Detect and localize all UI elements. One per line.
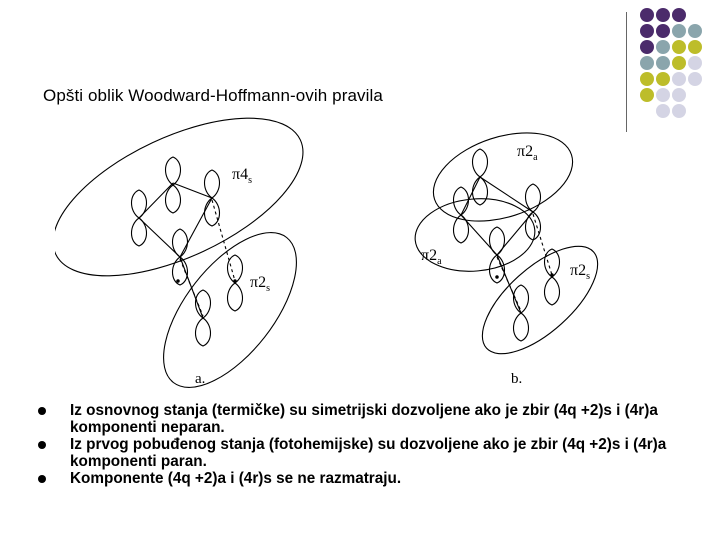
decorative-dot	[688, 40, 702, 54]
bullet-item	[38, 402, 678, 436]
diagram-a	[55, 115, 326, 390]
bullet-icon	[38, 441, 46, 449]
decorative-dot	[672, 72, 686, 86]
decorative-dot	[656, 8, 670, 22]
label-pi4s: $\pi 4_s$	[232, 166, 252, 186]
decorative-dot	[640, 8, 654, 22]
decorative-dot	[656, 88, 670, 102]
bullet-text: Komponente (4q +2)a i (4r)s se ne razmatraju.	[70, 470, 402, 487]
ellipse-pi2a-top	[422, 117, 584, 238]
bond-lines-a	[139, 183, 212, 318]
orbital-b5	[545, 249, 560, 305]
label-pi2a-top: $\pi 2_a$	[517, 143, 538, 163]
decorative-dot	[672, 40, 686, 54]
decorative-dot	[640, 24, 654, 38]
decorative-dot	[656, 24, 670, 38]
decorative-dot	[640, 56, 654, 70]
caption-b: b.	[511, 371, 523, 387]
bullet-list	[38, 402, 678, 487]
decorative-dot	[656, 40, 670, 54]
decorative-dot	[656, 104, 670, 118]
label-pi2s-a: $\pi 2_s$	[250, 274, 270, 294]
decorative-dot	[656, 72, 670, 86]
decorative-dot	[656, 56, 670, 70]
bullet-text: Iz osnovnog stanja (termičke) su simetrijski dozvoljene ako je zbir (4q +2)s i (4r)a komponenti neparan.	[70, 402, 658, 436]
bullet-item	[38, 436, 678, 470]
decorative-dot	[688, 56, 702, 70]
orbital-diagram	[55, 115, 615, 390]
caption-a: a.	[195, 371, 206, 387]
bond-lines-b	[461, 177, 533, 313]
ellipse-pi2s-b	[465, 228, 615, 372]
decorative-dot	[640, 72, 654, 86]
decorative-dot	[688, 72, 702, 86]
bullet-icon	[38, 407, 46, 415]
ellipse-pi4s	[55, 115, 326, 308]
orbital-a5	[228, 255, 243, 311]
bullet-text: Iz prvog pobuđenog stanja (fotohemijske) su dozvoljene ako je zbir (4q +2)s i (4r)a komponenti paran.	[70, 436, 667, 470]
label-pi2a-left: $\pi 2_a$	[421, 247, 442, 267]
label-pi2s-b: $\pi 2_s$	[570, 262, 590, 282]
decorative-dot	[672, 8, 686, 22]
decorative-dot	[640, 40, 654, 54]
bullet-item	[38, 470, 678, 487]
decorative-dot	[672, 24, 686, 38]
interaction-dashes-b	[497, 214, 552, 311]
decorative-dot	[672, 56, 686, 70]
decorative-vertical-rule	[626, 12, 627, 132]
decorative-dot	[672, 88, 686, 102]
bullet-icon	[38, 475, 46, 483]
slide-title: Opšti oblik Woodward-Hoffmann-ovih pravila	[43, 86, 383, 105]
decorative-dot	[688, 24, 702, 38]
diagram-b	[412, 117, 615, 372]
decorative-dot	[640, 88, 654, 102]
decorative-dot	[672, 104, 686, 118]
